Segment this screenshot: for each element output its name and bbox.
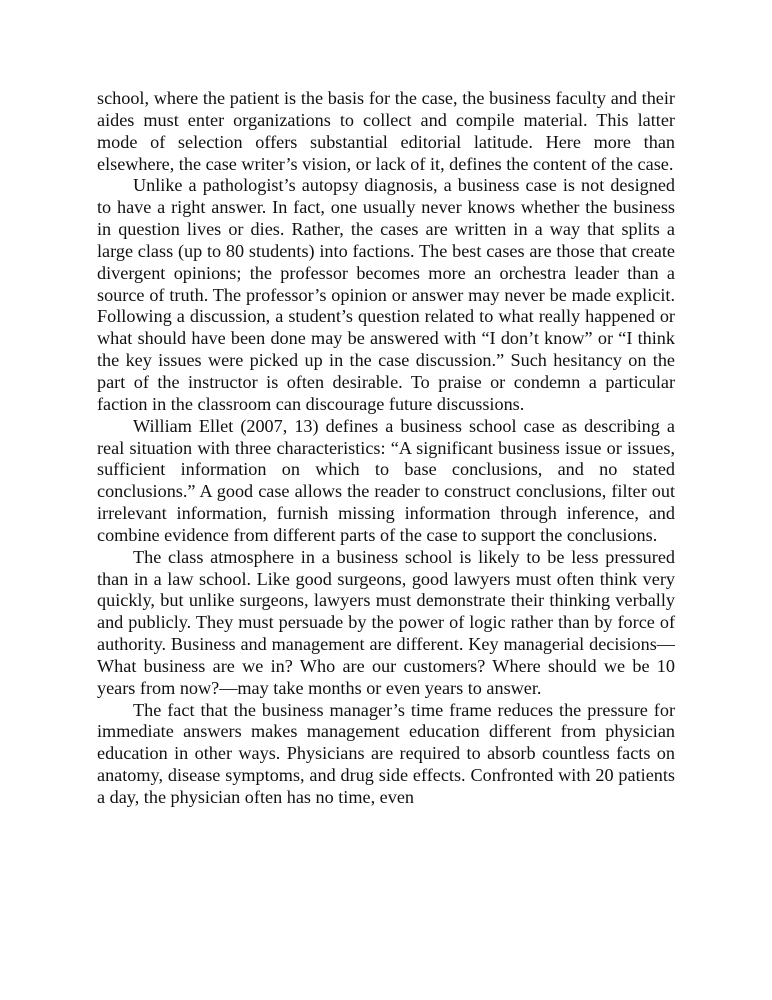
paragraph-2: Unlike a pathologist’s autopsy diagnosis, a business case is not designed to have a right answer. In fact, one usually never knows whether the business in question lives or dies. Rather, the cases are written in a way that splits a large class (up to 80 students) into factions. The best cases are those that create divergent opinions; the professor becomes more an orchestra leader than a source of truth. The professor’s opinion or answer may never be made explicit. Following a discussion, a student’s question related to what really happened or what should have been done may be answered with “I don’t know” or “I think the key issues were picked up in the case discussion.” Such hesitancy on the part of the instructor is often desirable. To praise or condemn a particular faction in the classroom can discourage future discussions. bbox=[97, 175, 675, 414]
paragraph-1: school, where the patient is the basis for the case, the business faculty and their aides must enter organizations to collect and compile material. This latter mode of selection offers substantial editorial latitude. Here more than elsewhere, the case writer’s vision, or lack of it, defines the content of the case. bbox=[97, 88, 675, 174]
paragraph-4: The class atmosphere in a business school is likely to be less pressured than in a law school. Like good surgeons, good lawyers must often think very quickly, but unlike surgeons, lawyers must demonstrate their thinking verbally and publicly. They must persuade by the power of logic rather than by force of authority. Business and management are different. Key managerial decisions—What business are we in? Who are our customers? Where should we be 10 years from now?—may take months or even years to answer. bbox=[97, 546, 675, 698]
paragraph-3: William Ellet (2007, 13) defines a business school case as describing a real situation with three characteristics: “A significant business issue or issues, sufficient information on which to base conclusions, and no stated conclusions.” A good case allows the reader to construct conclusions, filter out irrelevant information, furnish missing information through inference, and combine evidence from different parts of the case to support the conclusions. bbox=[97, 415, 675, 545]
document-page bbox=[97, 88, 675, 809]
paragraph-5: The fact that the business manager’s time frame reduces the pressure for immediate answers makes management education different from physician education in other ways. Physicians are required to absorb countless facts on anatomy, disease symptoms, and drug side effects. Confronted with 20 patients a day, the physician often has no time, even bbox=[97, 699, 675, 807]
